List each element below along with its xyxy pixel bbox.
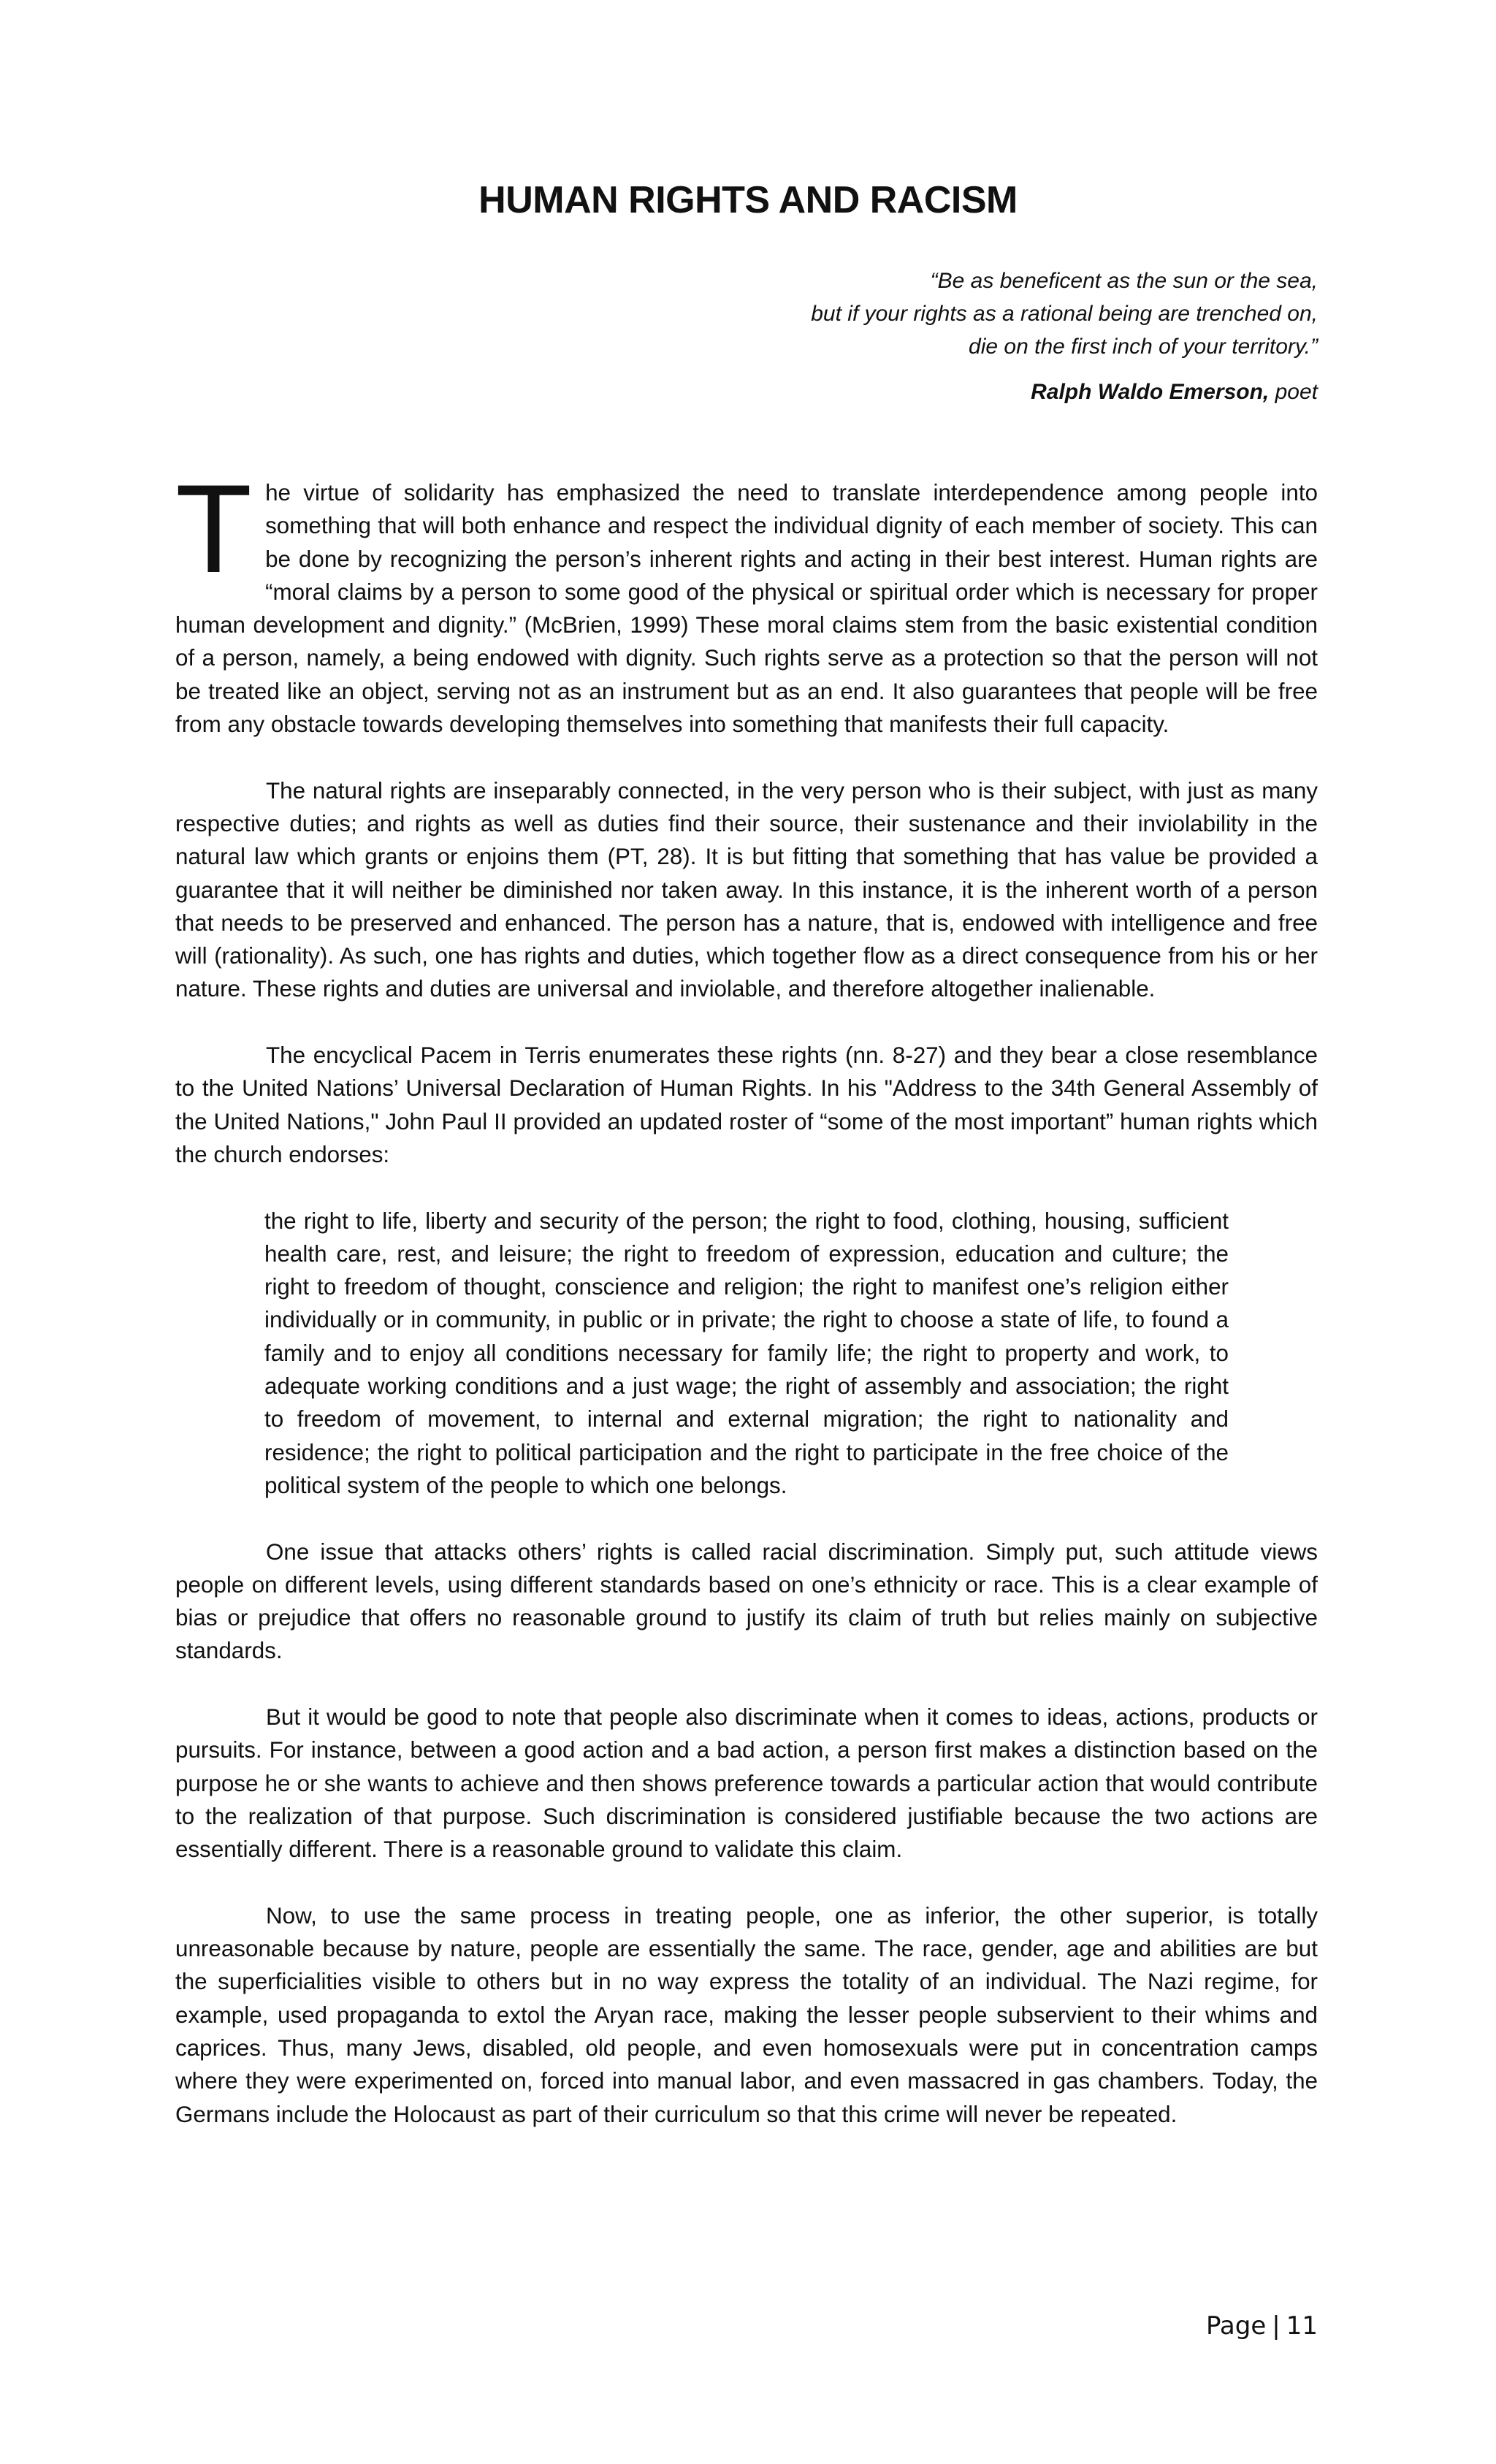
epigraph-line: but if your rights as a rational being are trenched on, (811, 302, 1318, 326)
page-title: HUMAN RIGHTS AND RACISM (478, 179, 1018, 221)
body-text (175, 459, 1318, 2164)
epigraph-line: die on the first inch of your territory.” (969, 335, 1318, 359)
block-quote: the right to life, liberty and security of the person; the right to food, clothing, housing, sufficient health care, rest, and leisure; the right to freedom of expression, education and culture; the right to freedom of thought, conscience and religion; the right to manifest one’s religion either individually or in community, in public or in private; the right to choose a state of life, to found a family and to enjoy all conditions necessary for family life; the right to property and work, to adequate working conditions and a just wage; the right of assembly and association; the right to freedom of movement, to internal and external migration; the right to nationality and residence; the right to political participation and the right to participate in the free choice of the political system of the people to which one belongs. (264, 1208, 1229, 1498)
page-number: 11 (1286, 2311, 1318, 2341)
page-separator: | (1272, 2311, 1281, 2341)
paragraph (175, 459, 1318, 741)
paragraph: One issue that attacks others’ rights is called racial discrimination. Simply put, such attitude views people on different levels, using different standards based on one’s ethnicity or race. This is a clear example of bias or prejudice that offers no reasonable ground to justify its claim of truth but relies mainly on subjective standards. (175, 1538, 1318, 1664)
paragraph: The encyclical Pacem in Terris enumerates these rights (nn. 8-27) and they bear a close resemblance to the United Nations’ Universal Declaration of Human Rights. In his "Address to the 34th General Assembly of the United Nations," John Paul II provided an updated roster of “some of the most important” human rights which the church endorses: (175, 1042, 1318, 1167)
drop-cap: T (175, 459, 253, 599)
paragraph: Now, to use the same process in treating people, one as inferior, the other superior, is totally unreasonable because by nature, people are essentially the same. The race, gender, age and abilities are but the superficialities visible to others but in no way express the totality of an individual. The Nazi regime, for example, used propaganda to extol the Aryan race, making the lesser people subservient to their whims and caprices. Thus, many Jews, disabled, old people, and even homosexuals were put in concentration camps where they were experimented on, forced into manual labor, and even massacred in gas chambers. Today, the Germans include the Holocaust as part of their curriculum so that this crime will never be repeated. (175, 1902, 1318, 2127)
paragraph-text: he virtue of solidarity has emphasized the need to translate interdependence among people into something that will both enhance and respect the individual dignity of each member of society. This can be done by recognizing the person’s inherent rights and acting in their best interest. Human rights are “moral claims by a person to some good of the physical or spiritual order which is necessary for proper human development and dignity.” (McBrien, 1999) These moral claims stem from the basic existential condition of a person, namely, a being endowed with dignity. Such rights serve as a protection so that the person will not be treated like an object, serving not as an instrument but as an end. It also guarantees that people will be free from any obstacle towards developing themselves into something that manifests their full capacity. (175, 480, 1318, 738)
epigraph-author: Ralph Waldo Emerson, (1031, 380, 1270, 404)
page-footer (1206, 2311, 1318, 2341)
page-label: Page (1205, 2311, 1267, 2341)
paragraph: But it would be good to note that people also discriminate when it comes to ideas, actions, products or pursuits. For instance, between a good action and a bad action, a person first makes a distinction based on the purpose he or she wants to achieve and then shows preference towards a particular action that would contribute to the realization of that purpose. Such discrimination is considered justifiable because the two actions are essentially different. There is a reasonable ground to validate this claim. (175, 1704, 1318, 1863)
epigraph-author-role: poet (1275, 380, 1318, 404)
paragraph: The natural rights are inseparably connected, in the very person who is their subject, with just as many respective duties; and rights as well as duties find their source, their sustenance and their inviolability in the natural law which grants or enjoins them (PT, 28). It is but fitting that something that has value be provided a guarantee that it will neither be diminished nor taken away. In this instance, it is the inherent worth of a person that needs to be preserved and enhanced. The person has a nature, that is, endowed with intelligence and free will (rationality). As such, one has rights and duties, which together flow as a direct consequence from his or her nature. These rights and duties are universal and inviolable, and therefore altogether inalienable. (175, 777, 1318, 1002)
epigraph-attribution (514, 380, 1318, 405)
epigraph (514, 264, 1318, 363)
epigraph-line: “Be as beneficent as the sun or the sea, (930, 269, 1318, 293)
